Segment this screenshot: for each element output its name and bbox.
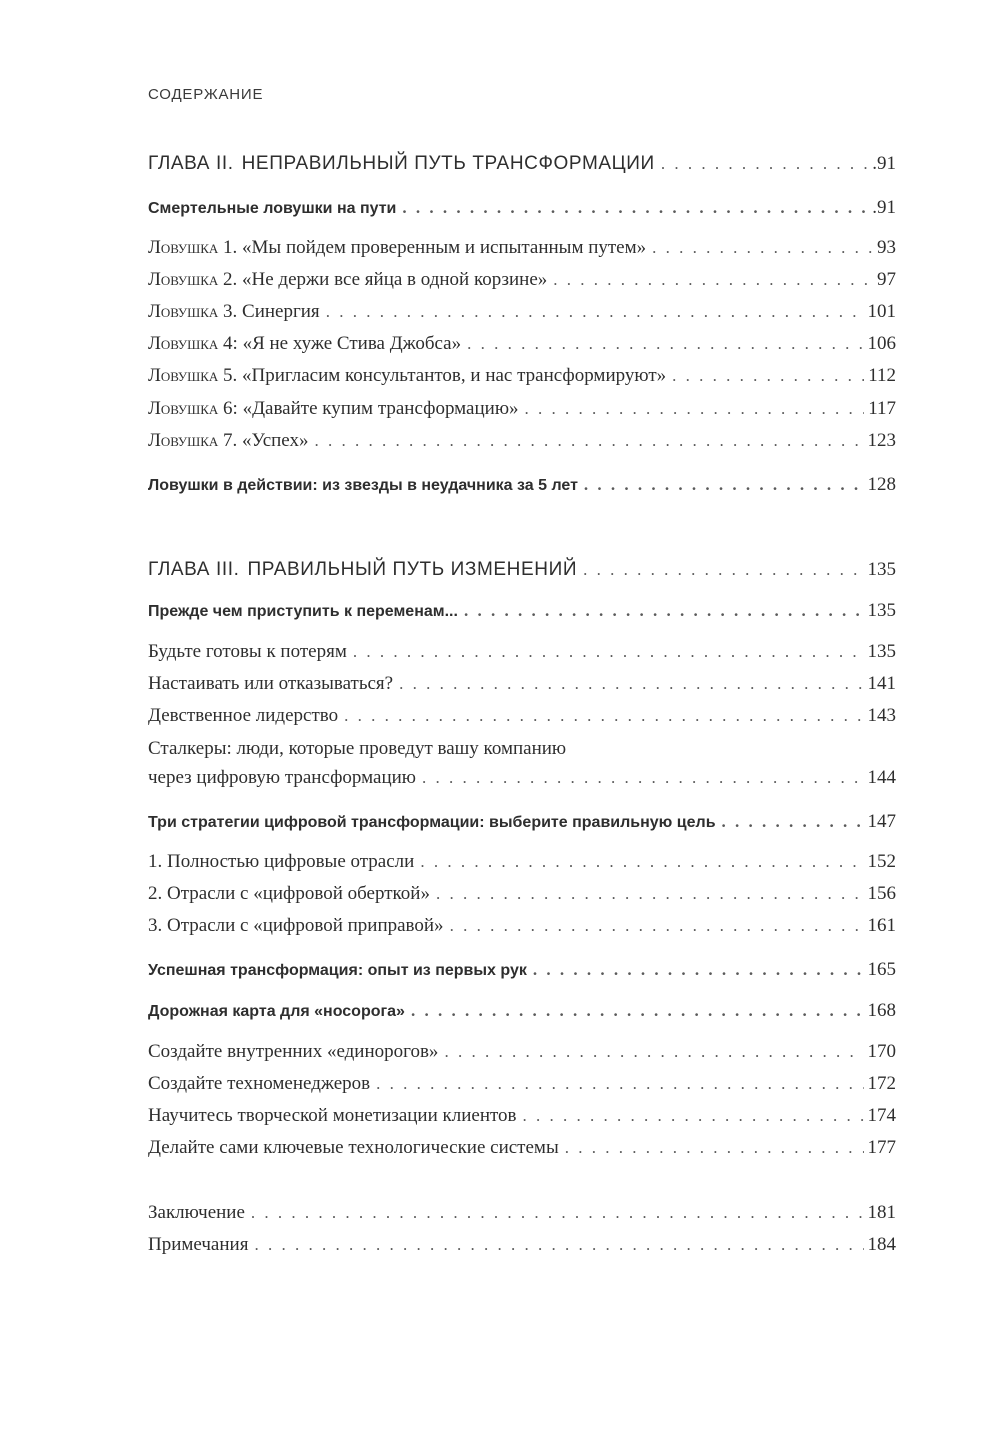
- dot-leader: [450, 916, 864, 936]
- trap-label: Ловушка 6:: [148, 398, 238, 419]
- dot-leader: [315, 431, 864, 451]
- dot-leader: [523, 1106, 864, 1126]
- toc-section[interactable]: [148, 959, 896, 989]
- toc-item[interactable]: [148, 915, 896, 945]
- toc-section[interactable]: [148, 600, 896, 630]
- dot-leader: [584, 475, 864, 495]
- toc-backmatter-item[interactable]: [148, 1202, 896, 1232]
- dot-leader: [436, 884, 864, 904]
- toc-item[interactable]: [148, 1073, 896, 1103]
- page-number: 174: [867, 1105, 896, 1126]
- item-title: «Мы пойдем проверенным и испытанным путем»: [242, 237, 647, 258]
- dot-leader: [553, 270, 873, 290]
- chapter-title: ПРАВИЛЬНЫЙ ПУТЬ ИЗМЕНЕНИЙ: [247, 559, 578, 580]
- page-number: 181: [867, 1202, 896, 1223]
- item-title: «Пригласим консультантов, и нас трансформируют»: [242, 365, 667, 386]
- toc-item[interactable]: [148, 333, 896, 363]
- toc-item[interactable]: [148, 1041, 896, 1071]
- page-number: 161: [867, 915, 896, 936]
- page-number: 123: [867, 430, 896, 451]
- page-number: 172: [867, 1073, 896, 1094]
- toc-section[interactable]: [148, 197, 896, 227]
- dot-leader: [254, 1235, 863, 1255]
- page-number: 93: [877, 237, 896, 258]
- trap-label: Ловушка 1.: [148, 237, 238, 258]
- item-title: «Успех»: [242, 430, 309, 451]
- item-title: Будьте готовы к потерям: [148, 641, 347, 662]
- toc-item[interactable]: [148, 269, 896, 299]
- dot-leader: [661, 154, 868, 174]
- trap-label: Ловушка 7.: [148, 430, 238, 451]
- dot-leader: [722, 812, 864, 832]
- item-title: Делайте сами ключевые технологические системы: [148, 1137, 559, 1158]
- dot-leader: [565, 1138, 864, 1158]
- dot-leader: [376, 1074, 863, 1094]
- item-title: «Не держи все яйца в одной корзине»: [242, 269, 548, 290]
- page-number: 156: [867, 883, 896, 904]
- dot-leader: [353, 642, 864, 662]
- item-title: Научитесь творческой монетизации клиентов: [148, 1105, 517, 1126]
- toc-item[interactable]: [148, 1137, 896, 1167]
- dot-leader: [583, 560, 863, 580]
- dot-leader: [411, 1001, 864, 1021]
- section-title: Ловушки в действии: из звезды в неудачника за 5 лет: [148, 477, 578, 494]
- page-number: 177: [867, 1137, 896, 1158]
- page-number: 128: [867, 474, 896, 495]
- section-title: Смертельные ловушки на пути: [148, 200, 397, 217]
- page-number: 165: [867, 959, 896, 980]
- toc-item[interactable]: [148, 851, 896, 881]
- item-title: Создайте внутренних «единорогов»: [148, 1041, 439, 1062]
- page-number: 184: [867, 1234, 896, 1255]
- toc-item[interactable]: [148, 767, 896, 797]
- toc-item[interactable]: [148, 1105, 896, 1135]
- page-number: 141: [867, 673, 896, 694]
- section-title: Успешная трансформация: опыт из первых рук: [148, 962, 527, 979]
- toc-section[interactable]: [148, 474, 896, 504]
- dot-leader: [402, 198, 868, 218]
- page-number: .91: [872, 197, 896, 218]
- item-title: Настаивать или отказываться?: [148, 673, 394, 694]
- trap-label: Ловушка 3.: [148, 301, 238, 322]
- toc-item[interactable]: [148, 301, 896, 331]
- dot-leader: [344, 706, 863, 726]
- page-number: 135: [867, 559, 896, 580]
- toc-item[interactable]: [148, 883, 896, 913]
- page-number: 147: [867, 811, 896, 832]
- section-title: Дорожная карта для «носорога»: [148, 1003, 405, 1020]
- dot-leader: [652, 238, 873, 258]
- page-number: 168: [867, 1000, 896, 1021]
- toc-item[interactable]: [148, 365, 896, 395]
- chapter-title: НЕПРАВИЛЬНЫЙ ПУТЬ ТРАНСФОРМАЦИИ: [241, 153, 655, 174]
- toc-backmatter-item[interactable]: [148, 1234, 896, 1264]
- dot-leader: [422, 768, 863, 788]
- dot-leader: [444, 1042, 863, 1062]
- toc-item-line[interactable]: Сталкеры: люди, которые проведут вашу компанию: [148, 738, 567, 759]
- item-title: Заключение: [148, 1202, 245, 1223]
- item-title: «Я не хуже Стива Джобса»: [242, 333, 462, 354]
- page-number: 97: [877, 269, 896, 290]
- toc-chapter-2[interactable]: [148, 153, 896, 183]
- toc-item[interactable]: [148, 237, 896, 267]
- dot-leader: [672, 366, 864, 386]
- dot-leader: [525, 399, 865, 419]
- item-title: Девственное лидерство: [148, 705, 339, 726]
- item-title: Синергия: [242, 301, 320, 322]
- dot-leader: [420, 852, 863, 872]
- page-number: 170: [867, 1041, 896, 1062]
- trap-label: Ловушка 4:: [148, 333, 238, 354]
- page-number: 144: [867, 767, 896, 788]
- page-number: 106: [867, 333, 896, 354]
- toc-item[interactable]: [148, 673, 896, 703]
- item-title: 1. Полностью цифровые отрасли: [148, 851, 415, 872]
- trap-label: Ловушка 2.: [148, 269, 238, 290]
- page-number: 135: [867, 641, 896, 662]
- page-number: 101: [867, 301, 896, 322]
- trap-label: Ловушка 5.: [148, 365, 238, 386]
- section-title: Три стратегии цифровой трансформации: выберите правильную цель: [148, 814, 716, 831]
- item-title: 3. Отрасли с «цифровой приправой»: [148, 915, 444, 936]
- dot-leader: [467, 334, 863, 354]
- toc-chapter-3[interactable]: [148, 559, 896, 589]
- page-number: 117: [868, 398, 896, 419]
- page-header: СОДЕРЖАНИЕ: [148, 86, 264, 103]
- item-title: Создайте техноменеджеров: [148, 1073, 371, 1094]
- toc-item[interactable]: [148, 705, 896, 735]
- page-number: 112: [868, 365, 896, 386]
- item-title: «Давайте купим трансформацию»: [242, 398, 519, 419]
- dot-leader: [326, 302, 864, 322]
- toc-item[interactable]: [148, 641, 896, 671]
- page-number: 143: [867, 705, 896, 726]
- item-title: Примечания: [148, 1234, 249, 1255]
- page-number: 135: [867, 600, 896, 621]
- toc-item[interactable]: [148, 398, 896, 428]
- section-title: Прежде чем приступить к переменам...: [148, 603, 458, 620]
- chapter-number: ГЛАВА III.: [148, 559, 240, 580]
- dot-leader: [251, 1203, 864, 1223]
- toc-section[interactable]: [148, 811, 896, 841]
- toc-section[interactable]: [148, 1000, 896, 1030]
- dot-leader: [533, 960, 864, 980]
- page-number: 152: [867, 851, 896, 872]
- dot-leader: [464, 601, 864, 621]
- item-title: 2. Отрасли с «цифровой оберткой»: [148, 883, 430, 904]
- dot-leader: [399, 674, 863, 694]
- toc-item[interactable]: [148, 430, 896, 460]
- item-title: через цифровую трансформацию: [148, 767, 417, 788]
- page-number: .91: [872, 153, 896, 174]
- chapter-number: ГЛАВА II.: [148, 153, 234, 174]
